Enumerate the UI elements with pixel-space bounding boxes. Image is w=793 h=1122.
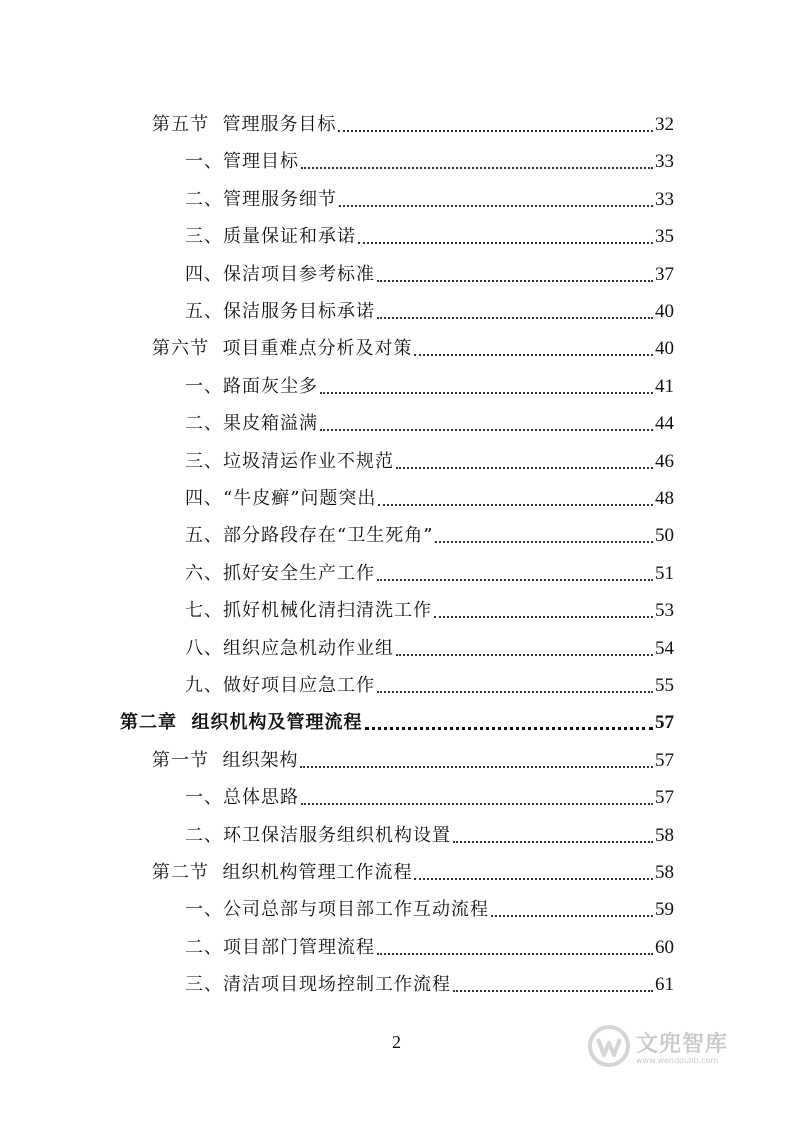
toc-entry-page: 57 <box>655 787 674 809</box>
toc-dot-leader <box>377 579 653 581</box>
toc-entry-label: 九、做好项目应急工作 <box>185 675 375 696</box>
toc-dot-leader <box>377 317 653 319</box>
toc-entry[interactable] <box>152 324 674 361</box>
toc-dot-leader <box>338 130 653 132</box>
toc-entry-label: 六、抓好安全生产工作 <box>185 562 375 584</box>
toc-entry[interactable] <box>185 287 674 324</box>
toc-dot-leader <box>301 803 653 805</box>
watermark-url: www.wendoulib.com <box>636 1056 719 1065</box>
watermark-title: 文兜智库 <box>636 1032 729 1057</box>
toc-entry-page: 40 <box>655 301 674 322</box>
toc-dot-leader <box>414 354 653 356</box>
toc-entry[interactable] <box>185 212 674 249</box>
toc-entry-label: 一、路面灰尘多 <box>185 375 318 397</box>
toc-dot-leader <box>491 915 653 917</box>
toc-entry-page: 48 <box>655 488 674 509</box>
toc-entry[interactable] <box>185 362 674 399</box>
page-number: 2 <box>392 1032 401 1052</box>
toc-dot-leader <box>320 392 653 394</box>
toc-entry-label: 四、“牛皮癣”问题突出 <box>185 488 377 509</box>
toc-entry-label: 五、部分路段存在“卫生死角” <box>185 525 434 547</box>
toc-dot-leader <box>377 280 653 282</box>
toc-dot-leader <box>377 953 653 955</box>
toc-entry-label: 三、质量保证和承诺 <box>185 226 356 248</box>
toc-entry[interactable] <box>185 175 674 212</box>
toc-dot-leader <box>414 878 653 880</box>
w-logo-icon <box>588 1025 630 1067</box>
toc-entry-page: 58 <box>655 862 674 883</box>
toc-entry[interactable] <box>185 549 674 586</box>
toc-entry-label: 第五节 管理服务目标 <box>152 114 337 135</box>
toc-entry-label: 二、果皮箱溢满 <box>185 413 318 435</box>
toc-entry-label: 第一节 组织架构 <box>152 749 299 771</box>
toc-dot-leader <box>300 766 653 768</box>
toc-entry[interactable] <box>152 848 674 885</box>
toc-dot-leader <box>434 616 653 618</box>
toc-dot-leader <box>396 467 653 469</box>
toc-entry-page: 46 <box>655 450 674 472</box>
toc-entry-page: 53 <box>655 600 674 622</box>
watermark <box>588 1018 778 1074</box>
toc-entry-page: 57 <box>655 749 674 771</box>
toc-entry[interactable] <box>120 698 674 735</box>
toc-entry-label: 二、管理服务细节 <box>185 188 337 210</box>
toc-entry-label: 四、保洁项目参考标准 <box>185 263 375 285</box>
toc-entry-label: 二、项目部门管理流程 <box>185 936 375 958</box>
toc-entry[interactable] <box>152 100 674 137</box>
toc-entry-page: 41 <box>655 375 674 397</box>
toc-entry-page: 60 <box>655 936 674 958</box>
toc-entry-page: 61 <box>655 974 674 996</box>
toc-entry-page: 33 <box>655 151 674 173</box>
toc-entry-label: 第二章 组织机构及管理流程 <box>120 712 363 734</box>
toc-entry-label: 第六节 项目重难点分析及对策 <box>152 338 413 360</box>
toc-entry-page: 50 <box>655 525 674 547</box>
toc-entry[interactable] <box>185 437 674 474</box>
toc-dot-leader <box>358 242 653 244</box>
toc-entry[interactable] <box>185 137 674 174</box>
toc-entry[interactable] <box>185 624 674 661</box>
toc-entry-label: 一、公司总部与项目部工作互动流程 <box>185 899 489 921</box>
toc-entry-page: 37 <box>655 263 674 285</box>
toc-dot-leader <box>339 205 653 207</box>
toc-entry[interactable] <box>185 511 674 548</box>
toc-entry-page: 59 <box>655 899 674 921</box>
toc-dot-leader <box>453 841 653 843</box>
toc-entry-page: 32 <box>655 114 674 135</box>
toc-entry-page: 35 <box>655 226 674 248</box>
toc-entry[interactable] <box>185 773 674 810</box>
toc-dot-leader <box>365 727 653 730</box>
toc-entry-label: 八、组织应急机动作业组 <box>185 637 394 659</box>
toc-dot-leader <box>301 167 653 169</box>
toc-entry-label: 三、垃圾清运作业不规范 <box>185 450 394 472</box>
toc-dot-leader <box>453 990 653 992</box>
toc-dot-leader <box>378 504 653 506</box>
toc-entry-page: 44 <box>655 413 674 435</box>
toc-entry-label: 五、保洁服务目标承诺 <box>185 301 375 322</box>
toc-dot-leader <box>320 429 653 431</box>
toc-entry-label: 一、管理目标 <box>185 151 299 173</box>
toc-dot-leader <box>377 691 653 693</box>
toc-entry-page: 40 <box>655 338 674 360</box>
toc-entry-label: 一、总体思路 <box>185 787 299 809</box>
toc-entry-page: 33 <box>655 188 674 210</box>
toc-entry[interactable] <box>185 885 674 922</box>
toc-entry[interactable] <box>185 250 674 287</box>
toc-entry-page: 51 <box>655 562 674 584</box>
toc-entry[interactable] <box>185 586 674 623</box>
toc-entry[interactable] <box>185 474 674 511</box>
toc-entry-label: 七、抓好机械化清扫清洗工作 <box>185 600 432 622</box>
toc-entry-page: 55 <box>655 675 674 696</box>
toc-dot-leader <box>435 541 653 543</box>
toc-entry-page: 54 <box>655 637 674 659</box>
toc-entry-label: 三、清洁项目现场控制工作流程 <box>185 974 451 996</box>
toc-entry[interactable] <box>185 399 674 436</box>
toc-entry-page: 58 <box>655 824 674 846</box>
toc-entry[interactable] <box>185 960 674 997</box>
toc-entry[interactable] <box>185 811 674 848</box>
toc-entry[interactable] <box>185 923 674 960</box>
toc-entry[interactable] <box>152 736 674 773</box>
toc-entry-label: 第二节 组织机构管理工作流程 <box>152 862 413 883</box>
toc-entry[interactable] <box>185 661 674 698</box>
toc-entry-label: 二、环卫保洁服务组织机构设置 <box>185 824 451 846</box>
toc-entry-page: 57 <box>655 712 674 734</box>
toc-dot-leader <box>396 654 653 656</box>
